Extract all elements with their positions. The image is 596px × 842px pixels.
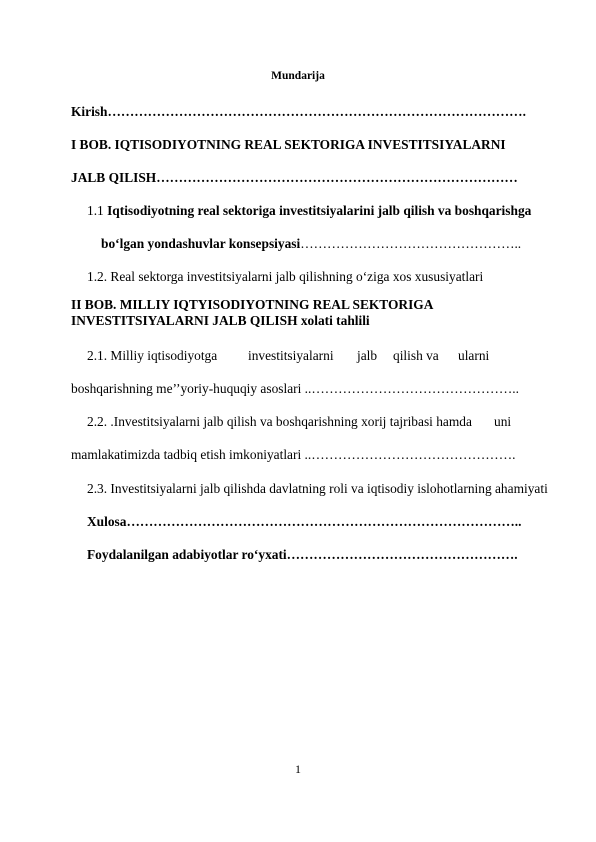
toc-chapter-2-line-2 [71,313,370,329]
toc-section-2-1-line-2: boshqarishning me’’yoriy-huquqiy asoslari ..……………………………………….. [71,381,519,396]
toc-section-1-2: 1.2. Real sektorga investitsiyalarni jalb qilishning o‘ziga xos xususiyatlari [87,269,484,284]
toc-entry-xulosa: Xulosa…………………………………………………………………………….. [87,514,522,529]
section-text-a: 2.1. Milliy iqtisodiyotga [87,348,218,363]
toc-section-2-2-line-2: mamlakatimizda tadbiq etish imkoniyatlari ..………………………………………. [71,447,516,462]
chapter-title-bold: INVESTITSIYALARNI JALB QILISH [71,313,298,328]
toc-chapter-1-line-2: JALB QILISH……………………………………………………………………… [71,170,518,185]
page-number: 1 [295,762,301,776]
section-text-c: jalb [357,348,378,363]
section-text-b: uni [494,414,512,429]
section-number: 1.1 [87,203,108,218]
toc-entry-kirish: Kirish…………………………………………………………………………………. [71,104,526,119]
toc-section-2-1-line-1 [87,348,490,364]
leader-dots: ………………………………………….. [300,236,522,251]
section-title-continued: bo‘lgan yondashuvlar konsepsiyasi [101,236,301,251]
toc-chapter-1-line-1: I BOB. IQTISODIYOTNING REAL SEKTORIGA INVESTITSIYALARNI [71,137,506,152]
toc-section-1-1-line-1 [87,203,531,219]
page-title: Mundarija [271,70,325,82]
toc-section-1-1-line-2 [101,236,521,252]
toc-chapter-2-line-1: II BOB. MILLIY IQTYISODIYOTNING REAL SEKTORIGA [71,297,434,312]
section-text-d: qilish va [393,348,439,363]
section-text-b: investitsiyalarni [248,348,334,363]
toc-entry-adabiyotlar: Foydalanilgan adabiyotlar ro‘yxati……………………………………………. [87,547,518,562]
toc-section-2-2-line-1 [87,414,512,430]
section-text-a: 2.2. .Investitsiyalarni jalb qilish va boshqarishning xorij tajribasi hamda [87,414,472,429]
section-text-e: ularni [458,348,490,363]
chapter-title-rest: xolati tahlili [297,313,370,328]
section-title: Iqtisodiyotning real sektoriga investitsiyalarini jalb qilish va boshqarishga [107,203,532,218]
toc-section-2-3: 2.3. Investitsiyalarni jalb qilishda davlatning roli va iqtisodiy islohotlarning ahamiyati [87,481,548,496]
